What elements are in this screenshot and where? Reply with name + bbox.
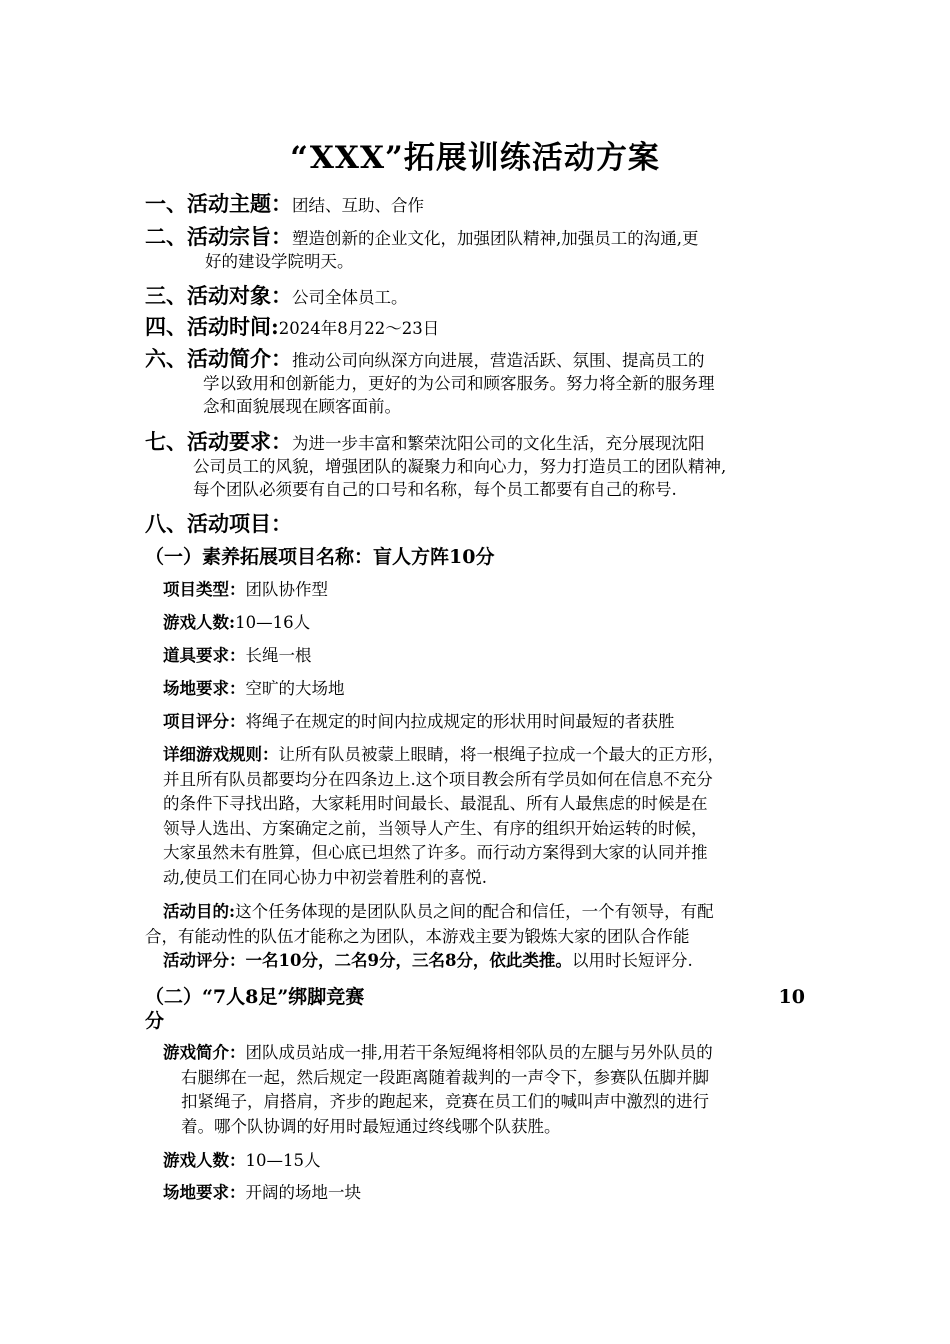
purpose-line: 这个任务体现的是团队队员之间的配合和信任，一个有领导，有配 [235, 902, 714, 921]
section-heading: 一、活动主题： [145, 191, 292, 216]
section-text-line: 念和面貌展现在顾客面前。 [203, 397, 401, 416]
project-2-title: （二）“7人8足”绑脚竞赛 [145, 986, 365, 1008]
section-heading: 八、活动项目： [145, 511, 292, 536]
field-label: 游戏人数： [163, 1151, 246, 1170]
project-1-props [163, 644, 813, 669]
field-value: 长绳一根 [245, 646, 312, 665]
section-requirements [145, 430, 815, 501]
project-2-intro [163, 1041, 813, 1139]
field-value: 空旷的大场地 [245, 679, 345, 698]
field-value: 10—16人 [235, 613, 311, 632]
field-value: 团队协作型 [245, 580, 328, 599]
field-label: 游戏简介： [163, 1043, 246, 1062]
section-heading: 三、活动对象： [145, 283, 292, 308]
section-time [145, 315, 815, 340]
section-purpose [145, 225, 815, 273]
field-label: 活动目的: [163, 902, 236, 921]
project-2-score: 10 [778, 986, 805, 1008]
section-text-line: 每个团队必须要有自己的口号和名称，每个员工都要有自己的称号. [193, 480, 677, 499]
section-text-line: 为进一步丰富和繁荣沈阳公司的文化生活，充分展现沈阳 [292, 434, 705, 453]
field-label: 项目评分： [163, 712, 246, 731]
project-1-rules [163, 743, 833, 891]
rules-line: 并且所有队员都要均分在四条边上.这个项目教会所有学员如何在信息不充分 [163, 769, 713, 789]
project-2-title-row [145, 984, 805, 1010]
project-2-field [163, 1181, 813, 1206]
field-value: 开阔的场地一块 [245, 1183, 361, 1202]
intro-line: 扣紧绳子，肩搭肩，齐步的跑起来，竞赛在员工们的喊叫声中激烈的进行 [181, 1092, 709, 1112]
section-theme [145, 192, 815, 217]
rules-line: 大家虽然未有胜算，但心底已坦然了许多。而行动方案得到大家的认同并推 [163, 843, 708, 863]
section-intro [145, 347, 815, 418]
project-2-score-unit: 分 [145, 1010, 165, 1032]
project-1-purpose [145, 900, 815, 949]
document-title: “XXX”拓展训练活动方案 [290, 140, 660, 176]
section-text: 公司全体员工。 [292, 288, 408, 307]
field-value: 10—15人 [245, 1151, 321, 1170]
evaluation-text: 以用时长短评分. [571, 951, 693, 970]
project-2-players [163, 1149, 813, 1174]
section-text: 2024年8月22～23日 [278, 319, 440, 338]
rules-line: 动,使员工们在同心协力中初尝着胜利的喜悦. [163, 867, 487, 887]
field-label: 活动评分： [163, 951, 246, 970]
project-1-evaluation [163, 949, 813, 974]
evaluation-bold-text: 一名10分，二名9分，三名8分，依此类推。 [245, 951, 572, 970]
section-text: 团结、互助、合作 [292, 196, 424, 215]
section-text-line: 推动公司向纵深方向进展，营造活跃、氛围、提高员工的 [292, 351, 705, 370]
section-heading: 六、活动简介： [145, 346, 292, 371]
section-audience [145, 284, 815, 309]
project-1-score [163, 710, 813, 735]
field-label: 场地要求： [163, 679, 246, 698]
field-label: 道具要求： [163, 646, 246, 665]
intro-line: 右腿绑在一起，然后规定一段距离随着裁判的一声令下，参赛队伍脚并脚 [181, 1067, 709, 1087]
field-label: 详细游戏规则： [163, 745, 279, 764]
section-text-line: 塑造创新的企业文化，加强团队精神,加强员工的沟通,更 [292, 229, 699, 248]
project-1-players [163, 611, 813, 636]
rules-line: 的条件下寻找出路，大家耗用时间最长、最混乱、所有人最焦虑的时候是在 [163, 794, 708, 814]
project-1-field [163, 677, 813, 702]
section-text-line: 公司员工的风貌，增强团队的凝聚力和向心力，努力打造员工的团队精神, [193, 457, 727, 476]
field-value: 将绳子在规定的时间内拉成规定的形状用时间最短的者获胜 [245, 712, 675, 731]
section-heading: 七、活动要求： [145, 429, 292, 454]
section-heading: 四、活动时间: [145, 314, 279, 339]
field-label: 项目类型： [163, 580, 246, 599]
section-text-line: 好的建设学院明天。 [205, 252, 354, 271]
purpose-line: 合，有能动性的队伍才能称之为团队，本游戏主要为锻炼大家的团队合作能 [145, 926, 690, 946]
intro-line: 团队成员站成一排,用若干条短绳将相邻队员的左腿与另外队员的 [245, 1043, 713, 1062]
field-label: 场地要求： [163, 1183, 246, 1202]
rules-line: 领导人选出、方案确定之前，当领导人产生、有序的组织开始运转的时候， [163, 818, 708, 838]
project-1-type [163, 578, 813, 603]
rules-line: 让所有队员被蒙上眼睛，将一根绳子拉成一个最大的正方形， [278, 745, 724, 764]
section-projects [145, 512, 815, 537]
section-heading: 二、活动宗旨： [145, 224, 292, 249]
section-text-line: 学以致用和创新能力，更好的为公司和顾客服务。努力将全新的服务理 [203, 374, 715, 393]
project-1-title: （一）素养拓展项目名称：盲人方阵10分 [145, 546, 495, 568]
field-label: 游戏人数: [163, 613, 236, 632]
intro-line: 着。哪个队协调的好用时最短通过终线哪个队获胜。 [181, 1116, 561, 1136]
